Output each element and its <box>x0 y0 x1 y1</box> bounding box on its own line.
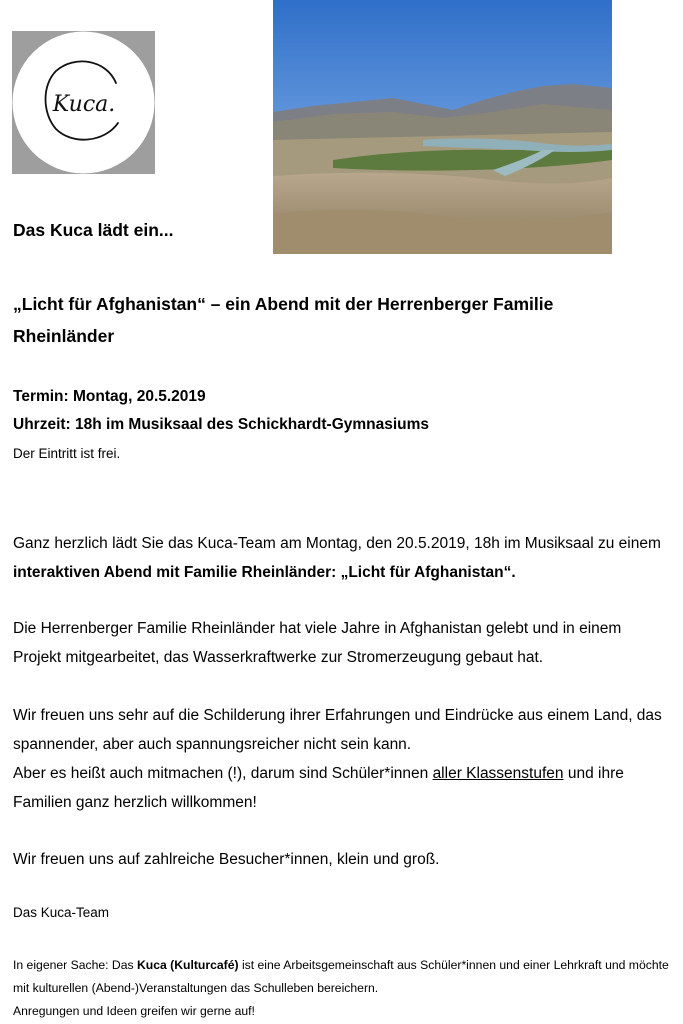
paragraph-family: Die Herrenberger Familie Rheinländer hat viele Jahre in Afghanistan gelebt und in einem Projekt mitgearbeitet, das Wasserkraftwerke zur Stromerzeugung gebaut hat. <box>13 620 622 666</box>
invitation-heading: Das Kuca lädt ein... <box>13 220 174 240</box>
signature: Das Kuca-Team <box>13 905 110 920</box>
paragraph-participation-text: Aber es heißt auch mitmachen (!), darum sind Schüler*innen <box>13 765 433 782</box>
paragraph-experiences <box>13 701 673 817</box>
event-date: Termin: Montag, 20.5.2019 <box>13 388 206 405</box>
footnote-body: ist eine Arbeitsgemeinschaft aus Schüler*innen und einer Lehrkraft und möchte mit kulturellen (Abend-)Veranstaltungen das Schulleben bereichern. <box>13 958 669 995</box>
paragraph-visitors: Wir freuen uns auf zahlreiche Besucher*innen, klein und groß. <box>13 851 440 868</box>
footnote <box>13 954 673 1023</box>
admission-note: Der Eintritt ist frei. <box>13 446 121 461</box>
all-grades-underlined: aller Klassenstufen <box>432 765 564 782</box>
paragraph-participation-end: und ihre Familien ganz herzlich willkommen! <box>13 765 624 811</box>
footnote-ideas: Anregungen und Ideen greifen wir gerne auf! <box>13 1004 255 1018</box>
landscape-photo <box>273 0 612 254</box>
footnote-kuca-bold: Kuca (Kulturcafé) <box>136 958 239 972</box>
paragraph-invitation <box>13 529 673 587</box>
logo-text: Kuca. <box>52 92 116 117</box>
paragraph-experiences-text: Wir freuen uns sehr auf die Schilderung ihrer Erfahrungen und Eindrücke aus einem Land, das spannender, aber auch spannungsreicher nicht sein kann. <box>13 707 662 753</box>
paragraph-invitation-text: Ganz herzlich lädt Sie das Kuca-Team am Montag, den 20.5.2019, 18h im Musiksaal zu einem <box>13 535 661 552</box>
event-time-location: Uhrzeit: 18h im Musiksaal des Schickhardt-Gymnasiums <box>13 416 430 433</box>
paragraph-invitation-bold: interaktiven Abend mit Familie Rheinländer: „Licht für Afghanistan“. <box>13 564 516 581</box>
footnote-intro: In eigener Sache: Das <box>13 958 137 972</box>
kuca-logo <box>12 31 155 174</box>
event-title: „Licht für Afghanistan“ – ein Abend mit der Herrenberger Familie Rheinländer <box>13 294 554 346</box>
